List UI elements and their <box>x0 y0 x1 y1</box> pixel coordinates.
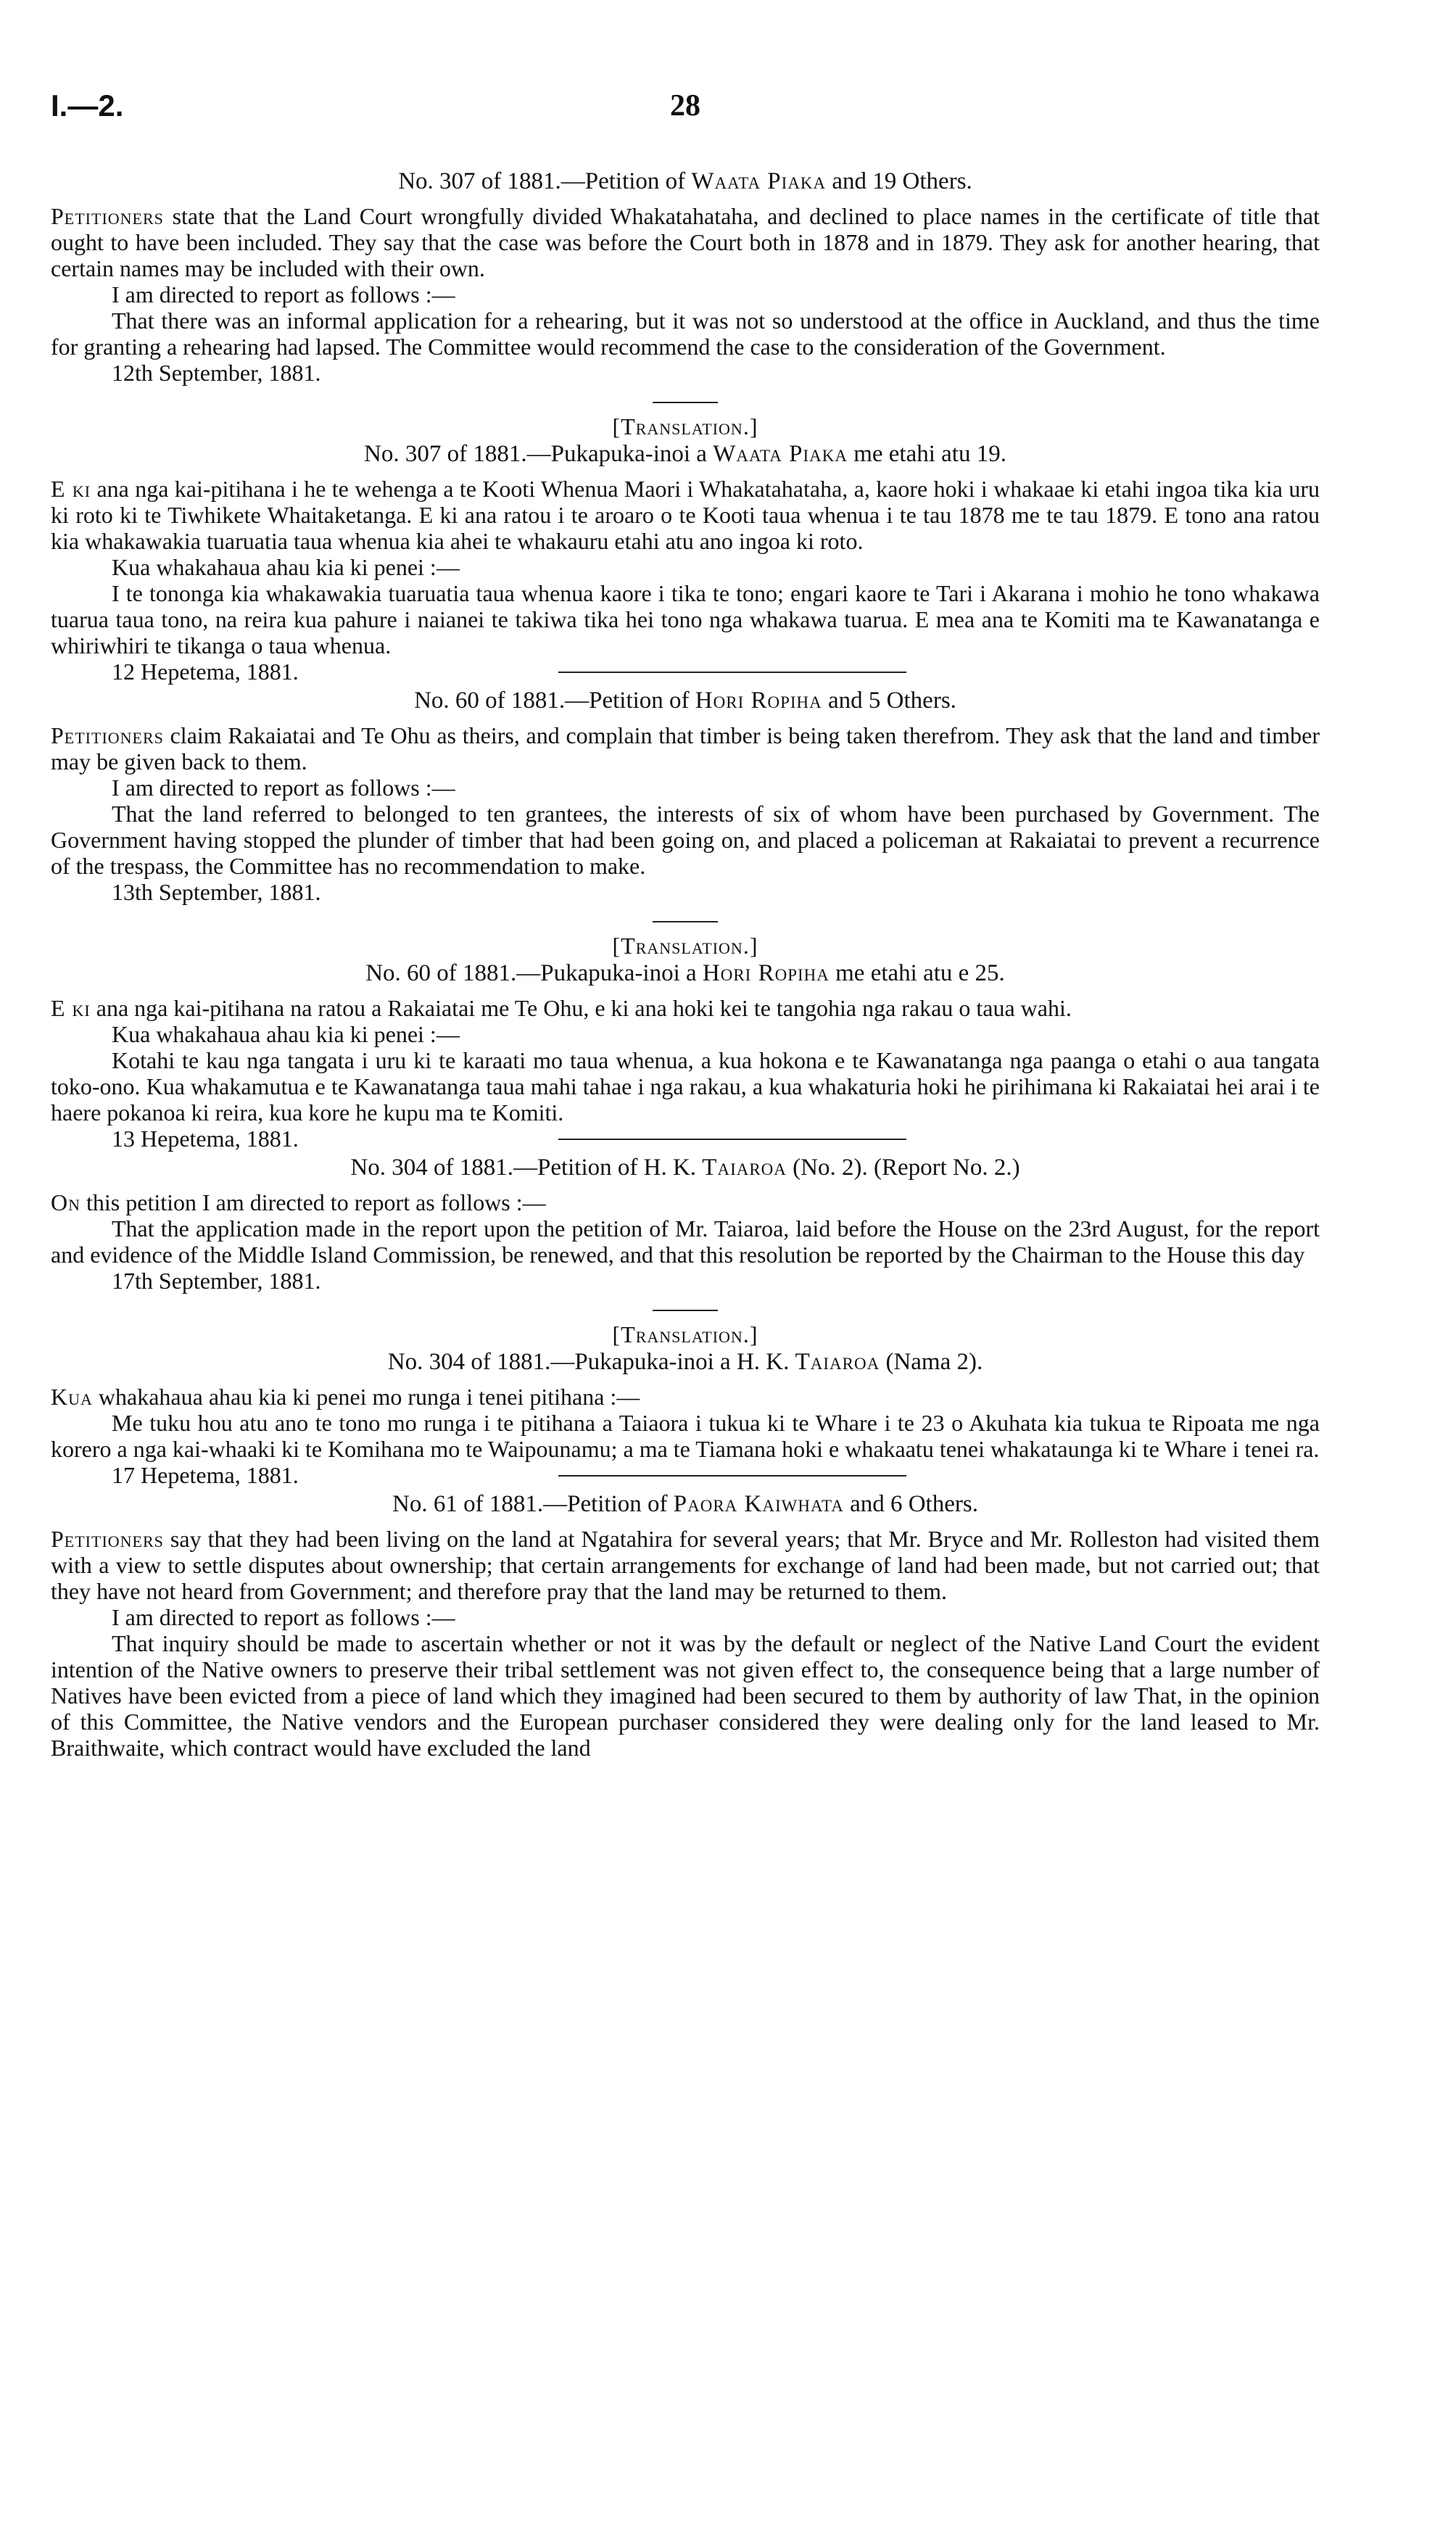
translation-heading: [Translation.] <box>612 413 758 439</box>
lead-word: E ki <box>51 995 91 1021</box>
committee-report: That the application made in the report upon the petition of Mr. Taiaroa, laid before the House on the 23rd August, for the report and evidence of the Middle Island Commission, be renewed, and that this resolution be reported by the Chairman to the House this day <box>51 1215 1320 1268</box>
petition-title <box>51 686 1320 715</box>
petitioner-name: Hori Ropiha <box>695 687 822 714</box>
directed-line: I am directed to report as follows :— <box>112 775 455 801</box>
summary-text: ana nga kai-pitihana i he te wehenga a te Kooti Whenua Maori i Whakatahataha, a, kaore hoki i whakaae ki etahi ingoa tika kia uru ki roto ki te Tiwhikete Whaitaketanga. E ki ana ratou i te aroaro o te Kooti taua whenua i te tau 1878 me te tau 1879. E tono ana ratou kia whakawakia tuaruatia taua whenua kia ahei te whakauru etahi atu ano ingoa ki roto. <box>51 476 1320 554</box>
petition-summary <box>51 1526 1320 1604</box>
petitioner-name: Paora Kaiwhata <box>673 1491 844 1517</box>
title-text: (No. 2). (Report No. 2.) <box>786 1155 1020 1181</box>
title-text: (Nama 2). <box>880 1349 983 1375</box>
title-text: me etahi atu 19. <box>847 441 1006 467</box>
title-text: me etahi atu e 25. <box>829 960 1005 986</box>
petition-summary <box>51 995 1320 1021</box>
section-divider <box>558 1475 906 1477</box>
lead-word: Kua <box>51 1384 93 1410</box>
petition-summary <box>51 203 1320 281</box>
page-content <box>51 167 1320 1761</box>
title-text: No. 304 of 1881.—Petition of H. K. <box>350 1155 703 1181</box>
directed-line: Kua whakahaua ahau kia ki penei :— <box>112 554 460 580</box>
report-date: 12 Hepetema, 1881. <box>112 658 299 685</box>
petition-title <box>51 1490 1320 1519</box>
translation-heading: [Translation.] <box>612 1321 758 1347</box>
title-text: No. 307 of 1881.—Petition of <box>398 168 692 194</box>
committee-report: Me tuku hou atu ano te tono mo runga i te pitihana a Taiaora i tukua ki te Whare i te 23 o Akuhata kia tukua te Ripoata me nga korero a nga kai-whaaki ki te Komihana mo te Waipounamu; a ma te Tiamana hoki e whakaatu tenei whakataunga ki te Whare i tenei ra. <box>51 1410 1320 1462</box>
committee-report: That inquiry should be made to ascertain whether or not it was by the default or neglect of the Native Land Court the evident intention of the Native owners to preserve their tribal settlement was not given effect to, the consequence being that a large number of Natives have been evicted from a piece of land which they imagined had been secured to them by authority of law That, in the opinion of this Committee, the Native vendors and the European purchaser considered they were dealing only for the land leased to Mr. Braithwaite, which contract would have excluded the land <box>51 1630 1320 1761</box>
translation-heading: [Translation.] <box>612 933 758 959</box>
section-divider <box>653 921 718 922</box>
directed-line: I am directed to report as follows :— <box>112 1604 455 1630</box>
summary-text: state that the Land Court wrongfully divided Whakatahataha, and declined to place names in the certificate of title that ought to have been included. They say that the case was before the Court both in 1878 and in 1879. They ask for another hearing, that certain names may be included with their own. <box>51 203 1320 281</box>
title-text: and 5 Others. <box>822 687 956 714</box>
committee-report: That there was an informal application for a rehearing, but it was not so understood at the office in Auckland, and thus the time for granting a rehearing had lapsed. The Committee would recommend the case to the consideration of the Government. <box>51 307 1320 360</box>
petition-summary <box>51 1189 1320 1215</box>
report-date: 17th September, 1881. <box>112 1268 321 1294</box>
title-text: and 19 Others. <box>826 168 972 194</box>
petition-title <box>51 439 1320 468</box>
document-page <box>51 0 1320 2544</box>
petition-title <box>51 167 1320 196</box>
title-text: No. 307 of 1881.—Pukapuka-inoi a <box>364 441 713 467</box>
report-date: 13th September, 1881. <box>112 879 321 905</box>
lead-word: Petitioners <box>51 203 164 229</box>
summary-text: claim Rakaiatai and Te Ohu as theirs, and complain that timber is being taken therefrom. They ask that the land and timber may be given back to them. <box>51 722 1320 775</box>
summary-text: whakahaua ahau kia ki penei mo runga i tenei pitihana :— <box>92 1384 640 1410</box>
title-text: No. 60 of 1881.—Petition of <box>414 687 695 714</box>
report-date: 13 Hepetema, 1881. <box>112 1126 299 1152</box>
title-text: No. 304 of 1881.—Pukapuka-inoi a H. K. <box>387 1349 795 1375</box>
petitioner-name: Waata Piaka <box>713 441 848 467</box>
section-divider <box>653 402 718 403</box>
petition-summary <box>51 1384 1320 1410</box>
summary-text: ana nga kai-pitihana na ratou a Rakaiatai me Te Ohu, e ki ana hoki kei te tangohia nga rakau o taua wahi. <box>90 995 1072 1021</box>
title-text: No. 60 of 1881.—Pukapuka-inoi a <box>365 960 703 986</box>
petitioner-name: Taiaroa <box>702 1155 787 1181</box>
report-date: 17 Hepetema, 1881. <box>112 1462 299 1488</box>
committee-report: Kotahi te kau nga tangata i uru ki te karaati mo taua whenua, a kua hokona e te Kawanatanga nga paanga o etahi o aua tangata toko-ono. Kua whakamutua e te Kawanatanga taua mahi tahae i nga rakau, a kua whakaturia hoki he pirihimana ki Rakaiatai hei arai i te haere pokanoa ki reira, kua kore he kupu ma te Komiti. <box>51 1047 1320 1126</box>
lead-word: Petitioners <box>51 1526 164 1552</box>
section-divider <box>653 1310 718 1311</box>
petition-title <box>51 1153 1320 1182</box>
title-text: and 6 Others. <box>843 1491 978 1517</box>
summary-text: say that they had been living on the land at Ngatahira for several years; that Mr. Bryce and Mr. Rolleston had visited them with a view to settle disputes about ownership; that certain arrangements for exchange of land had been made, but not carried out; that they have not heard from Government; and therefore pray that the land may be returned to them. <box>51 1526 1320 1604</box>
lead-word: E ki <box>51 476 91 502</box>
petition-summary <box>51 476 1320 554</box>
paper-reference: I.—2. <box>51 88 124 123</box>
section-divider <box>558 672 906 673</box>
page-number: 28 <box>670 89 700 123</box>
petitioner-name: Taiaroa <box>795 1349 880 1375</box>
title-text: No. 61 of 1881.—Petition of <box>392 1491 674 1517</box>
petitioner-name: Waata Piaka <box>691 168 827 194</box>
directed-line: Kua whakahaua ahau kia ki penei :— <box>112 1021 460 1047</box>
section-divider <box>558 1139 906 1140</box>
petitioner-name: Hori Ropiha <box>702 960 830 986</box>
petition-title <box>51 1347 1320 1376</box>
petition-summary <box>51 722 1320 775</box>
directed-line: I am directed to report as follows :— <box>112 281 455 307</box>
lead-word: Petitioners <box>51 722 164 748</box>
committee-report: I te tononga kia whakawakia tuaruatia taua whenua kaore i tika te tono; engari kaore te Tari i Akarana i mohio he tono whakawa tuarua taua tono, na reira kua pahure i naianei te takiwa tika hei tono nga whakawa tuarua. E mea ana te Komiti ma te Kawanatanga e whiriwhiri te tikanga o taua whenua. <box>51 580 1320 658</box>
summary-text: this petition I am directed to report as follows :— <box>80 1189 546 1215</box>
lead-word: On <box>51 1189 80 1215</box>
report-date: 12th September, 1881. <box>112 360 321 386</box>
page-header <box>51 88 1320 129</box>
petition-title <box>51 959 1320 988</box>
committee-report: That the land referred to belonged to ten grantees, the interests of six of whom have been purchased by Government. The Government having stopped the plunder of timber that had been going on, and placed a policeman at Rakaiatai to prevent a recurrence of the trespass, the Committee has no recommendation to make. <box>51 801 1320 879</box>
